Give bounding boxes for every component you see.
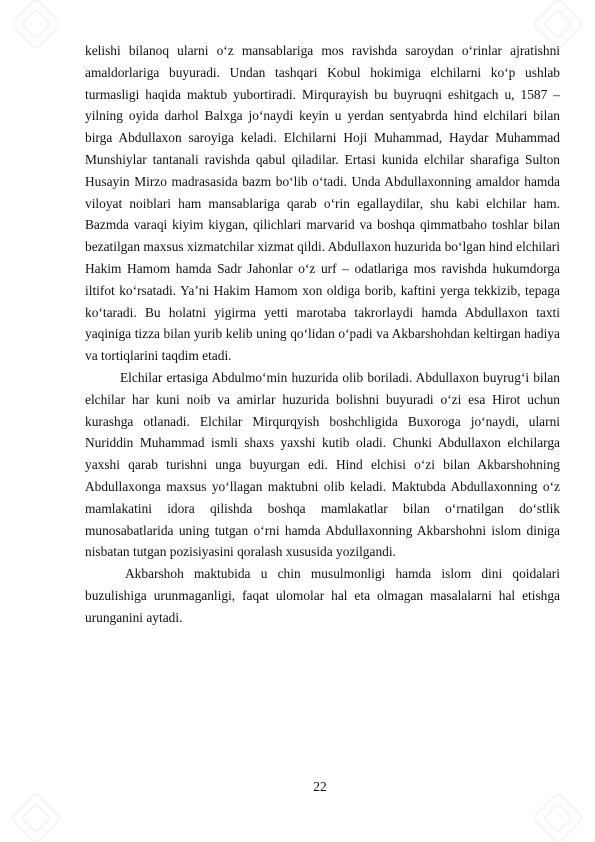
paragraph-2: Elchilar ertasiga Abdulmo‘min huzurida olib boriladi. Abdullaxon buyrug‘i bilan elchilar har kuni noib va amirlar huzurida bolishni buyuradi o‘zi esa Hirot uchun kurashga otlanadi. Elchilar Mirqurqyish boshchligida Buxoroga jo‘naydi, ularni Nuriddin Muhammad ismli shaxs yaxshi kutib oladi. Chunki Abdullaxon elchilarga yaxshi qarab turishni unga buyurgan edi. Hind elchisi o‘zi bilan Akbarshohning Abdullaxonga maxsus yo‘llagan maktubni olib keladi. Maktubda Abdullaxonning o‘z mamlakatini idora qilishda boshqa mamlakatlar bilan o‘rnatilgan do‘stlik munosabatlarida uning tutgan o‘rni hamda Abdullaxonning Akbarshohni islom diniga nisbatan tutgan pozisiyasini qoralash xususida yozilgandi.	[85, 369, 560, 560]
watermark-shape	[22, 804, 50, 832]
page-number: 22	[313, 779, 327, 794]
watermark-shape	[544, 804, 572, 832]
watermark-shape	[544, 10, 572, 38]
document-body	[85, 40, 560, 629]
paragraph-3: Akbarshoh maktubida u chin musulmonligi hamda islom dini qoidalari buzulishiga urunmaganligi, faqat ulomolar hal eta olmagan masalalarni hal etishga urunganini aytadi.	[85, 566, 560, 625]
watermark-shape	[11, 0, 62, 49]
paragraph-1: kelishi bilanoq ularni o‘z mansablariga mos ravishda saroydan o‘rinlar ajratishni amaldorlariga buyuradi. Undan tashqari Kobul hokimiga elchilarni ko‘p ushlab turmasligi haqida maktub yubortiradi. Mirqurayish bu buyruqni eshitgach u, 1587 – yilning oyida darhol Balxga jo‘naydi keyin u yerdan sentyabrda hind elchilari bilan birga Abdullaxon saroyiga keladi. Elchilarni Hoji Muhammad, Haydar Muhammad Munshiylar tantanali ravishda qabul qiladilar. Ertasi kunida elchilar sharafiga Sulton Husayin Mirzo madrasasida bazm bo‘lib o‘tadi. Unda Abdullaxonning amaldor hamda viloyat noiblari ham mansablariga qarab o‘rin egallaydilar, shu kabi elchilar ham. Bazmda varaqi kiyim kiygan, qilichlari marvarid va boshqa qimmatbaho toshlar bilan bezatilgan maxsus xizmatchilar xizmat qildi. Abdullaxon huzurida bo‘lgan hind elchilari Hakim Hamom hamda Sadr Jahonlar o‘z urf – odatlariga mos ravishda hukumdorga iltifot ko‘rsatadi. Ya’ni Hakim Hamom xon oldiga borib, kaftini yerga tekkizib, tepaga ko‘taradi. Bu holatni yigirma yetti marotaba takrorlaydi hamda Abdullaxon taxti yaqiniga tizza bilan yurib kelib uning qo‘lidan o‘padi va Akbarshohdan keltirgan hadiya va tortiqlarini taqdim etadi.	[85, 43, 560, 364]
watermark-shape	[533, 793, 584, 842]
watermark-shape	[22, 10, 50, 38]
watermark-shape	[11, 793, 62, 842]
